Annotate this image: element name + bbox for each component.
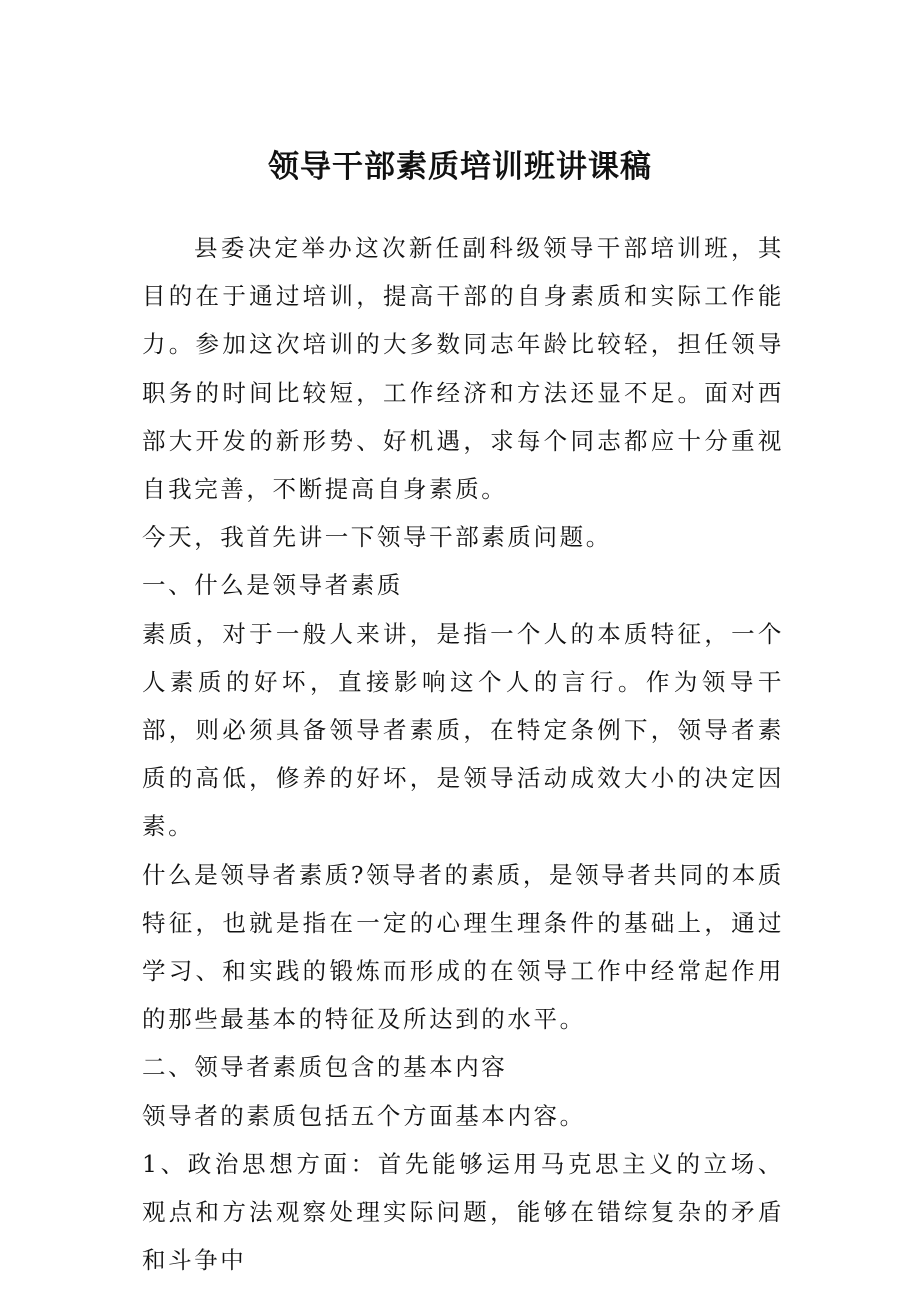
paragraph-quality-definition: 素质，对于一般人来讲，是指一个人的本质特征，一个人素质的好坏，直接影响这个人的言行。作为领导干部，则必须具备领导者素质，在特定条例下，领导者素质的高低，修养的好坏，是领导活动成效大小的决定因素。 — [142, 619, 784, 841]
section-heading-1: 一、什么是领导者素质 — [142, 571, 403, 600]
paragraph-five-aspects: 领导者的素质包括五个方面基本内容。 — [142, 1101, 586, 1130]
paragraph-political-thought: 1、政治思想方面：首先能够运用马克思主义的立场、观点和方法观察处理实际问题，能够在错综复杂的矛盾和斗争中 — [142, 1149, 784, 1275]
document-title: 领导干部素质培训班讲课稿 — [268, 149, 652, 185]
paragraph-leader-quality: 什么是领导者素质?领导者的素质，是领导者共同的本质特征，也就是指在一定的心理生理条件的基础上，通过学习、和实践的锻炼而形成的在领导工作中经常起作用的那些最基本的特征及所达到的水平。 — [142, 860, 784, 1034]
section-heading-2: 二、领导者素质包含的基本内容 — [142, 1053, 508, 1082]
paragraph-opening: 今天，我首先讲一下领导干部素质问题。 — [142, 523, 612, 552]
document-body — [142, 224, 784, 1284]
paragraph-intro: 县委决定举办这次新任副科级领导干部培训班，其目的在于通过培训，提高干部的自身素质和实际工作能力。参加这次培训的大多数同志年龄比较轻，担任领导职务的时间比较短，工作经济和方法还显不足。面对西部大开发的新形势、好机遇，求每个同志都应十分重视自我完善，不断提高自身素质。 — [142, 234, 784, 504]
